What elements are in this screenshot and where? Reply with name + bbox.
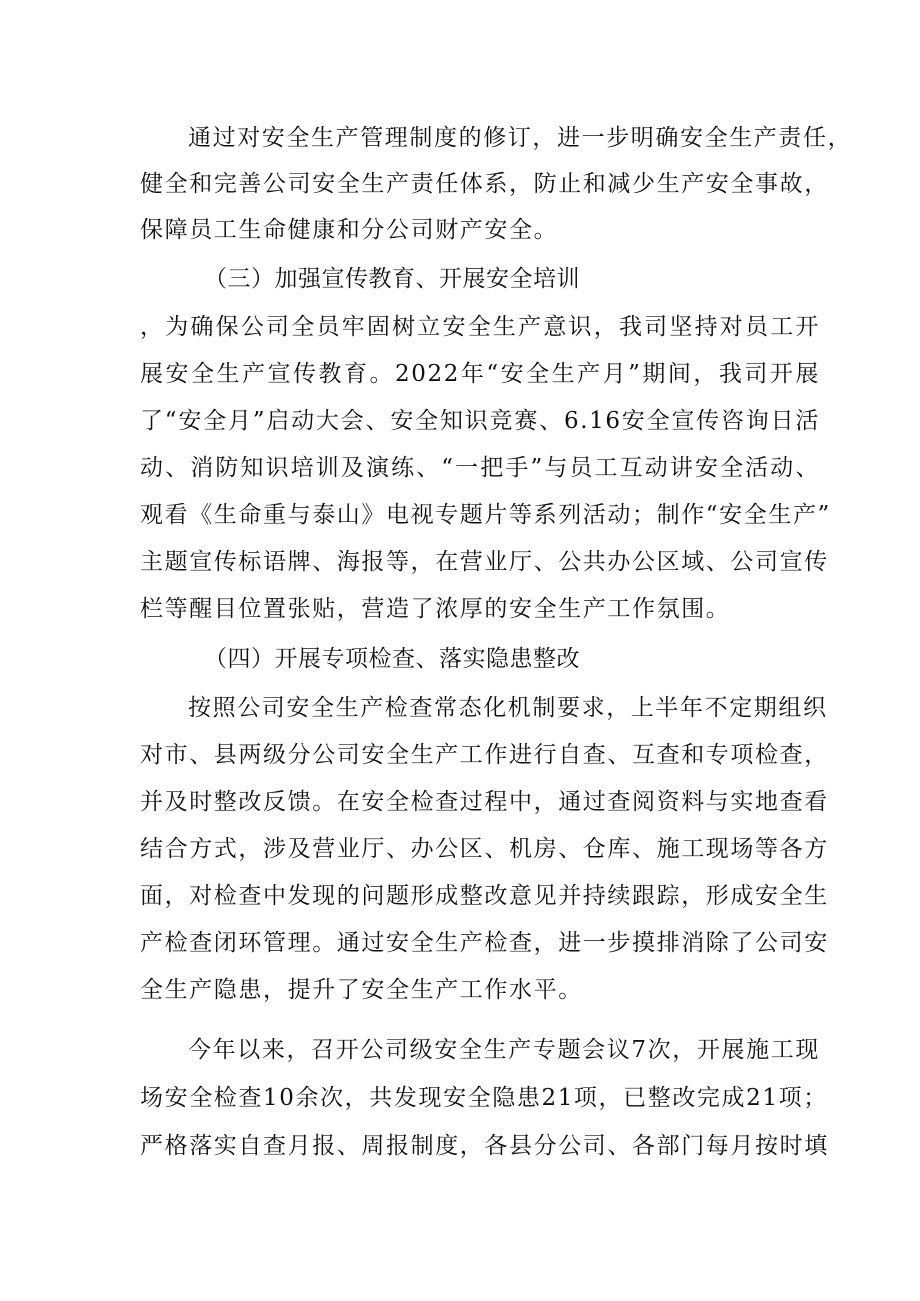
paragraph-line: 对市、县两级分公司安全生产工作进行自查、互查和专项检查，	[140, 742, 829, 768]
paragraph-line: 了“安全月”启动大会、安全知识竞赛、6.16安全宣传咨询日活	[140, 408, 820, 434]
paragraph-line: ，为确保公司全员牢固树立安全生产意识，我司坚持对员工开	[140, 314, 820, 340]
paragraph-line: 今年以来，召开公司级安全生产专题会议7次，开展施工现	[188, 1037, 820, 1063]
section-heading: （四）开展专项检查、落实隐患整改	[204, 646, 580, 672]
paragraph-line: 动、消防知识培训及演练、“一把手”与员工互动讲安全活动、	[140, 455, 820, 481]
section-heading: （三）加强宣传教育、开展安全培训	[204, 266, 580, 292]
paragraph-line: 场安全检查10余次，共发现安全隐患21项，已整改完成21项；	[140, 1085, 828, 1111]
paragraph-line: 严格落实自查月报、周报制度，各县分公司、各部门每月按时填	[140, 1133, 829, 1159]
paragraph-line: 全生产隐患，提升了安全生产工作水平。	[140, 977, 583, 1003]
paragraph-line: 健全和完善公司安全生产责任体系，防止和减少生产安全事故，	[140, 171, 829, 197]
paragraph-line: 主题宣传标语牌、海报等，在营业厅、公共办公区域、公司宣传	[140, 549, 829, 575]
paragraph-line: 结合方式，涉及营业厅、办公区、机房、仓库、施工现场等各方	[140, 836, 829, 862]
paragraph-line: 产检查闭环管理。通过安全生产检查，进一步摸排消除了公司安	[140, 930, 829, 956]
paragraph-line: 并及时整改反馈。在安全检查过程中，通过查阅资料与实地查看	[140, 789, 829, 815]
paragraph-line: 展安全生产宣传教育。2022年“安全生产月”期间，我司开展	[140, 361, 820, 387]
paragraph-line: 观看《生命重与泰山》电视专题片等系列活动；制作“安全生产”	[140, 502, 831, 528]
paragraph-line: 按照公司安全生产检查常态化机制要求，上半年不定期组织	[188, 695, 828, 721]
paragraph-line: 通过对安全生产管理制度的修订，进一步明确安全生产责任，	[188, 125, 853, 151]
paragraph-line: 栏等醒目位置张贴，营造了浓厚的安全生产工作氛围。	[140, 596, 731, 622]
paragraph-line: 面，对检查中发现的问题形成整改意见并持续跟踪，形成安全生	[140, 883, 829, 909]
paragraph-line: 保障员工生命健康和分公司财产安全。	[140, 217, 559, 243]
